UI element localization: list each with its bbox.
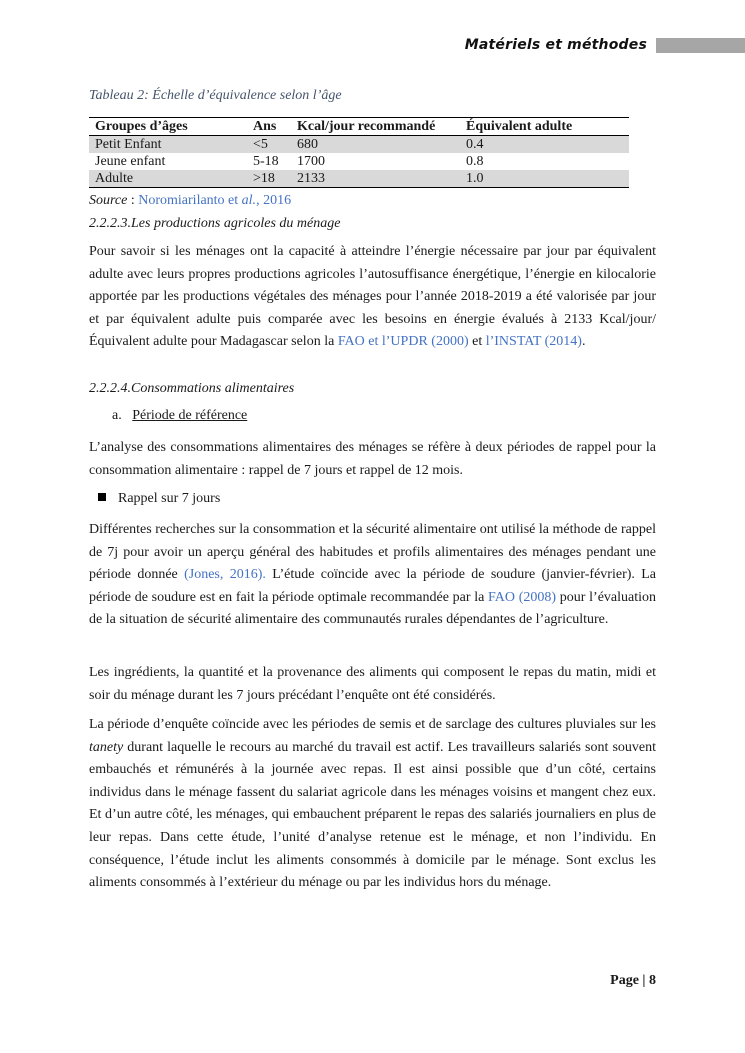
paragraph-text: et xyxy=(468,334,486,350)
table-row xyxy=(89,170,629,188)
col-header-years: Ans xyxy=(247,118,291,136)
citation-instat[interactable]: l’INSTAT (2014) xyxy=(485,334,582,350)
table-cell: Jeune enfant xyxy=(95,154,166,169)
section-heading-consommations: 2.2.2.4.Consommations alimentaires xyxy=(89,381,295,396)
paragraph-productions xyxy=(89,241,656,354)
col-header-adult-equivalent: Équivalent adulte xyxy=(460,118,629,136)
page-label: Page xyxy=(610,973,639,988)
paragraph-survey-period xyxy=(89,714,656,895)
page-number: 8 xyxy=(649,973,656,988)
header-bar xyxy=(656,38,745,53)
square-bullet-icon xyxy=(98,493,106,501)
table-cell: Petit Enfant xyxy=(89,136,247,154)
table-row xyxy=(89,136,629,154)
page-separator: | xyxy=(638,973,649,988)
page-footer xyxy=(610,973,656,989)
paragraph-ingredients: Les ingrédients, la quantité et la provenance des aliments qui composent le repas du matin, midi et soir du ménage durant les 7 jours précédant l’enquête ont été considérés. xyxy=(89,665,656,703)
source-etal: al. xyxy=(241,193,257,208)
table-cell: 1.0 xyxy=(460,170,629,188)
subsection-reference-period xyxy=(112,408,679,424)
paragraph-text: L’étude coïncide avec la période de soudure (janvier-février). La période de soudure est en fait la période optimale recommandée par la xyxy=(89,567,656,605)
section-heading-productions: 2.2.2.3.Les productions agricoles du ménage xyxy=(89,216,341,231)
col-header-kcal: Kcal/jour recommandé xyxy=(291,118,460,136)
table-cell: 0.8 xyxy=(466,154,484,169)
table-cell: 680 xyxy=(291,136,460,154)
source-separator: : xyxy=(127,193,139,208)
paragraph-text: . xyxy=(581,334,586,350)
citation-fao-updr[interactable]: FAO et l’UPDR (2000) xyxy=(337,334,469,350)
table-cell: 1700 xyxy=(297,154,325,169)
bullet-text: Rappel sur 7 jours xyxy=(118,491,221,506)
source-year: , 2016 xyxy=(256,193,292,208)
paragraph-text: pour l’évaluation de la situation de sécurité alimentaire des communautés rurales dépendantes de l’agriculture. xyxy=(89,589,657,628)
bullet-recall-7-days xyxy=(98,491,665,507)
table-caption: Tableau 2: Échelle d’équivalence selon l’âge xyxy=(89,88,342,103)
table-header-row xyxy=(89,118,629,136)
source-author: Noromiarilanto et xyxy=(138,193,242,208)
paragraph-text: Pour savoir si les ménages ont la capacité à atteindre l’énergie nécessaire par jour par équivalent adulte avec leurs propres productions agricoles l’autosuffisance énergétique, l’énergie en kilocalorie apportée par les productions végétales des ménages pour l’année 2018-2019 a été valorisée par jour et par équivalent adulte puis comparée avec les besoins en énergie évalués à 2133 Kcal/jour/Équivalent adulte pour Madagascar selon la xyxy=(89,244,656,350)
paragraph-text: Différentes recherches sur la consommation et la sécurité alimentaire ont utilisé la méthode de rappel de 7j pour avoir un aperçu général des habitudes et profils alimentaires des ménages pendant une période donnée xyxy=(89,522,656,583)
subsection-title: Période de référence xyxy=(132,408,248,423)
source-label: Source xyxy=(89,193,128,208)
table-cell: >18 xyxy=(247,170,291,188)
table-cell: 2133 xyxy=(291,170,460,188)
table-row xyxy=(89,153,629,170)
paragraph-analysis: L’analyse des consommations alimentaires des ménages se réfère à deux périodes de rappel pour la consommation alimentaire : rappel de 7 jours et rappel de 12 mois. xyxy=(89,440,656,478)
paragraph-text: La période d’enquête coïncide avec les périodes de semis et de sarclage des cultures pluviales sur les xyxy=(89,717,656,732)
table-cell: <5 xyxy=(247,136,291,154)
table-cell: 5-18 xyxy=(253,154,279,169)
source-citation-link[interactable] xyxy=(138,193,291,208)
col-header-age-group: Groupes d’âges xyxy=(89,118,247,136)
paragraph-text: durant laquelle le recours au marché du travail est actif. Les travailleurs salariés sont souvent embauchés et rémunérés à la journée avec repas. Il est ainsi possible que d’un côté, certains individus dans le ménage fassent du salariat agricole dans les ménages voisins et mangent chez eux. Et d’un autre côté, les ménages, qui embauchent préparent le repas des salariés journaliers en plus de leur repas. Dans cette étude, l’unité d’analyse retenue est le ménage, et non l’individu. En conséquence, l’étude inclut les aliments consommés à domicile par le ménage. Sont exclus les aliments consommés à l’extérieur du ménage ou par les individus hors du ménage. xyxy=(89,739,656,891)
table-source xyxy=(89,193,656,209)
italic-term: tanety xyxy=(89,739,124,755)
table-cell: 0.4 xyxy=(460,136,629,154)
header-title: Matériels et méthodes xyxy=(464,37,647,53)
paragraph-research xyxy=(89,519,656,632)
equivalence-table xyxy=(89,117,629,188)
table-cell: Adulte xyxy=(89,170,247,188)
citation-fao-2008[interactable]: FAO (2008) xyxy=(488,589,557,605)
list-marker: a. xyxy=(112,408,122,423)
citation-jones[interactable]: (Jones, 2016). xyxy=(184,567,266,583)
